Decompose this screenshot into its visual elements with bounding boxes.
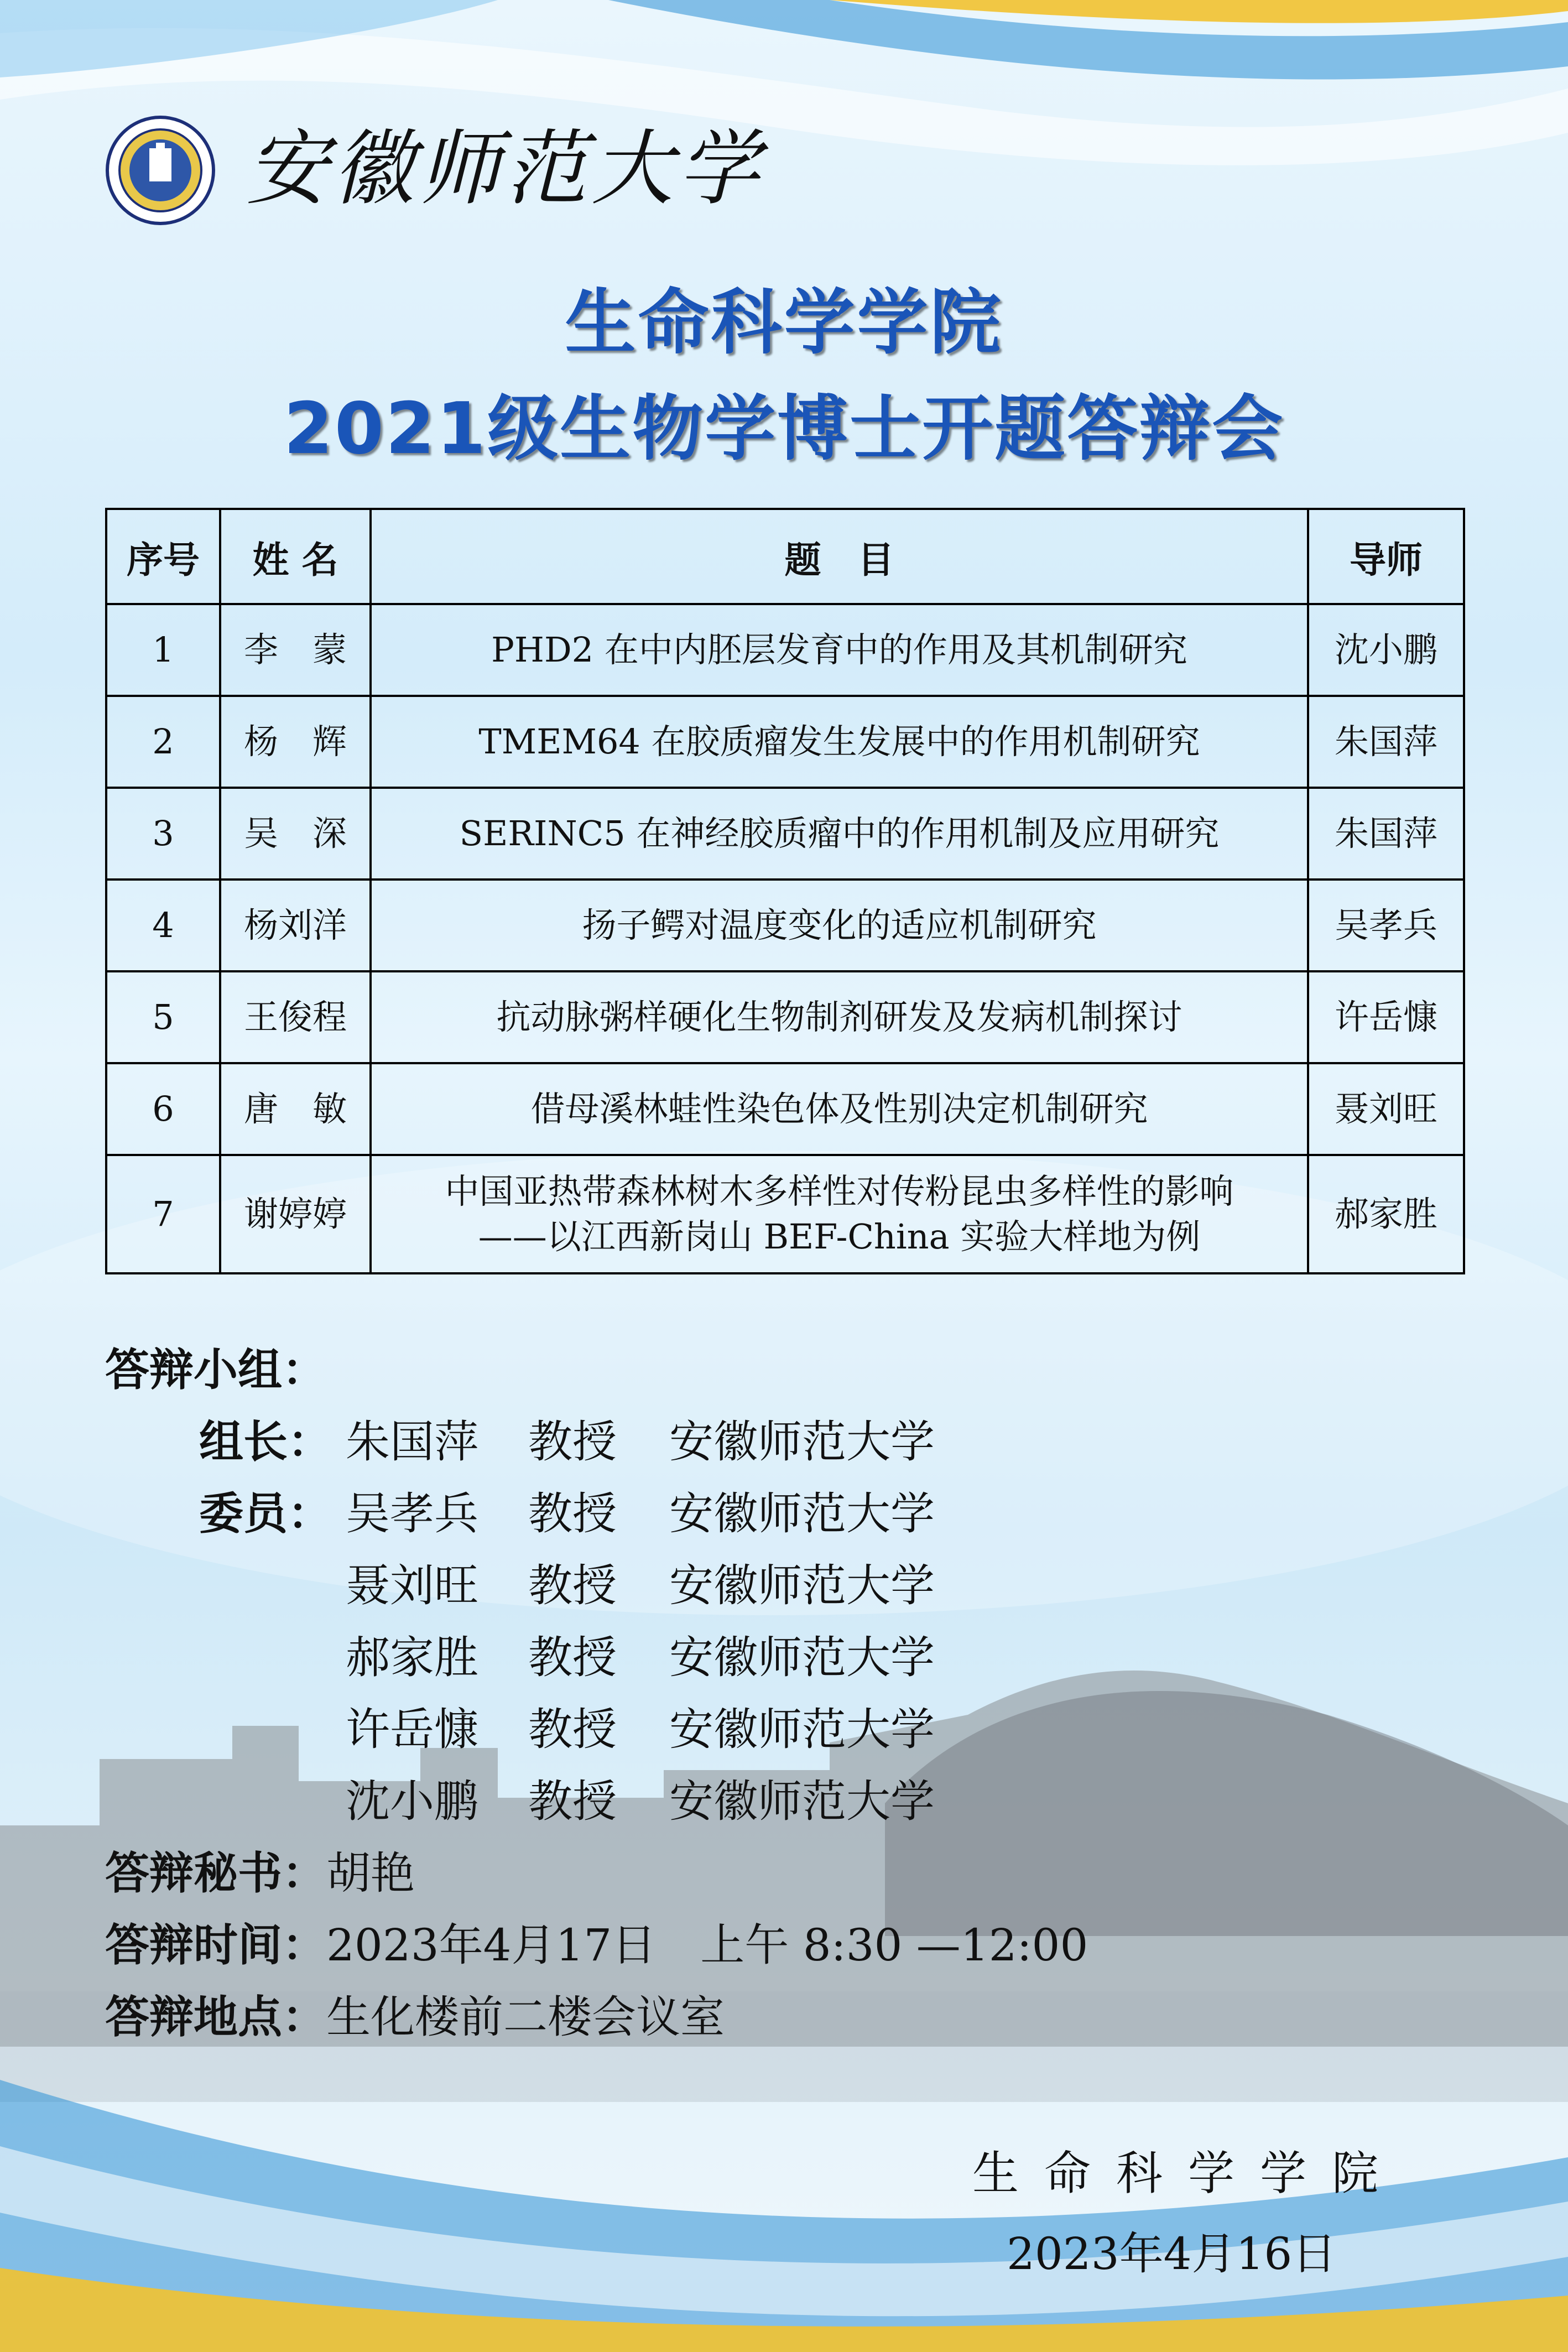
cell-number: 4	[106, 880, 220, 971]
committee-section	[105, 1334, 1432, 2053]
cell-name: 李 蒙	[220, 604, 371, 696]
time-row	[105, 1909, 1088, 1981]
member-institution: 安徽师范大学	[669, 1488, 935, 1539]
cell-advisor: 郝家胜	[1308, 1155, 1464, 1273]
university-logo-text: 安徽师范大学	[246, 121, 764, 216]
cell-topic: PHD2 在中内胚层发育中的作用及其机制研究	[371, 604, 1308, 696]
cell-topic: 借母溪林蛙性染色体及性别决定机制研究	[371, 1063, 1308, 1155]
secretary-label: 答辩秘书：	[105, 1848, 326, 1899]
cell-number: 6	[106, 1063, 220, 1155]
header-number: 序号	[106, 509, 220, 604]
member-institution: 安徽师范大学	[669, 1632, 935, 1683]
place-label: 答辩地点：	[105, 1991, 326, 2043]
header-advisor: 导师	[1308, 509, 1464, 604]
cell-advisor: 朱国萍	[1308, 788, 1464, 880]
cell-topic: TMEM64 在胶质瘤发生发展中的作用机制研究	[371, 696, 1308, 788]
member-institution: 安徽师范大学	[669, 1704, 935, 1755]
cell-topic	[371, 1155, 1308, 1273]
table-row	[106, 1155, 1464, 1273]
committee-label: 答辩小组：	[105, 1344, 326, 1396]
cell-advisor: 吴孝兵	[1308, 880, 1464, 971]
member-title: 教授	[528, 1704, 617, 1755]
member-institution: 安徽师范大学	[669, 1776, 935, 1827]
cell-number: 3	[106, 788, 220, 880]
table-row	[106, 696, 1464, 788]
cell-advisor: 沈小鹏	[1308, 604, 1464, 696]
table-row	[106, 604, 1464, 696]
table-row	[106, 880, 1464, 971]
cell-name: 唐 敏	[220, 1063, 371, 1155]
topic-line-2: ——以江西新岗山 BEF-China 实验大样地为例	[478, 1216, 1201, 1257]
member-name: 许岳慷	[346, 1704, 478, 1755]
secretary-name: 胡艳	[326, 1848, 415, 1899]
member-title: 教授	[528, 1632, 617, 1683]
cell-number: 1	[106, 604, 220, 696]
member-name: 吴孝兵	[346, 1488, 478, 1539]
cell-name: 谢婷婷	[220, 1155, 371, 1273]
cell-number: 2	[106, 696, 220, 788]
university-emblem-icon	[105, 115, 216, 226]
table-row	[106, 788, 1464, 880]
topic-line-1: 中国亚热带森林树木多样性对传粉昆虫多样性的影响	[445, 1171, 1234, 1211]
secretary-row	[105, 1838, 415, 1909]
member-title: 教授	[528, 1776, 617, 1827]
cell-number: 7	[106, 1155, 220, 1273]
member-name: 郝家胜	[346, 1632, 478, 1683]
defense-place: 生化楼前二楼会议室	[326, 1991, 725, 2043]
member-title: 教授	[528, 1560, 617, 1611]
leader-label: 组长：	[199, 1416, 332, 1468]
member-institution: 安徽师范大学	[669, 1560, 935, 1611]
table-row	[106, 1063, 1464, 1155]
cell-advisor: 许岳慷	[1308, 971, 1464, 1063]
member-name: 朱国萍	[346, 1416, 478, 1468]
cell-name: 杨刘洋	[220, 880, 371, 971]
cell-advisor: 朱国萍	[1308, 696, 1464, 788]
cell-topic: 扬子鳄对温度变化的适应机制研究	[371, 880, 1308, 971]
time-label: 答辩时间：	[105, 1919, 326, 1971]
cell-name: 杨 辉	[220, 696, 371, 788]
table-row	[106, 971, 1464, 1063]
cell-number: 5	[106, 971, 220, 1063]
member-label: 委员：	[199, 1488, 332, 1539]
footer-organization: 生命科学学院	[972, 2146, 1404, 2200]
header-name: 姓 名	[220, 509, 371, 604]
cell-topic: SERINC5 在神经胶质瘤中的作用机制及应用研究	[371, 788, 1308, 880]
member-institution: 安徽师范大学	[669, 1416, 935, 1468]
page-subtitle: 2021级生物学博士开题答辩会	[283, 388, 1285, 470]
page-title: 生命科学学院	[565, 282, 1003, 364]
footer-date: 2023年4月16日	[1007, 2228, 1337, 2280]
defense-time: 2023年4月17日 上午 8:30 —12:00	[326, 1919, 1088, 1971]
header-topic: 题 目	[371, 509, 1308, 604]
defense-schedule-table	[105, 508, 1465, 1274]
table-header-row	[106, 509, 1464, 604]
cell-topic: 抗动脉粥样硬化生物制剂研发及发病机制探讨	[371, 971, 1308, 1063]
member-name: 沈小鹏	[346, 1776, 478, 1827]
cell-advisor: 聂刘旺	[1308, 1063, 1464, 1155]
cell-name: 王俊程	[220, 971, 371, 1063]
place-row	[105, 1981, 725, 2053]
member-title: 教授	[528, 1416, 617, 1468]
cell-name: 吴 深	[220, 788, 371, 880]
member-name: 聂刘旺	[346, 1560, 478, 1611]
member-title: 教授	[528, 1488, 617, 1539]
